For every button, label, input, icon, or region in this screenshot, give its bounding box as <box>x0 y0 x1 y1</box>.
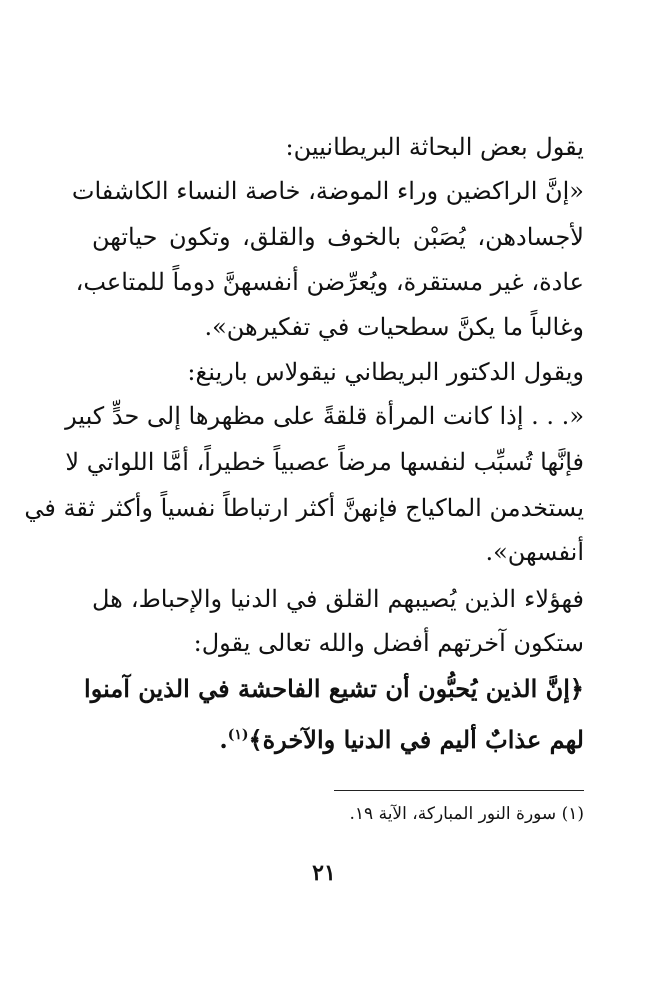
quran-verse-line-1: ﴿إنَّ الذين يُحبُّون أن تشيع الفاحشة في الذين آمنوا <box>84 674 584 703</box>
text-line-6: ويقول الدكتور البريطاني نيقولاس بارينغ: <box>187 358 584 386</box>
text-line-8: فإنَّها تُسبِّب لنفسها مرضاً عصبياً خطيراً، أمَّا اللواتي لا <box>65 448 584 476</box>
footnote: (١) سورة النور المباركة، الآية ١٩. <box>349 804 584 824</box>
text-line-12: ستكون آخرتهم أفضل والله تعالى يقول: <box>193 629 584 657</box>
text-line-11: فهؤلاء الذين يُصيبهم القلق في الدنيا والإحباط، هل <box>92 585 584 613</box>
text-line-10: أنفسهن». <box>485 538 584 566</box>
text-line-3: لأجسادهن، يُصَبْن بالخوف والقلق، وتكون حياتهن <box>92 223 584 251</box>
text-line-1: يقول بعض البحاثة البريطانيين: <box>285 133 584 161</box>
text-line-2: «إنَّ الراكضين وراء الموضة، خاصة النساء الكاشفات <box>71 177 584 205</box>
verse-end-period: . <box>219 725 228 754</box>
text-line-9: يستخدمن الماكياج فإنهنَّ أكثر ارتباطاً نفسياً وأكثر ثقة في <box>24 494 584 522</box>
quran-verse-text: لهم عذابٌ أليم في الدنيا والآخرة﴾ <box>248 725 584 754</box>
text-line-5: وغالباً ما يكنَّ سطحيات في تفكيرهن». <box>204 313 584 341</box>
footnote-reference: (١) <box>227 727 249 743</box>
footnote-divider <box>334 790 584 791</box>
text-line-4: عادة، غير مستقرة، ويُعرِّضن أنفسهنَّ دوماً للمتاعب، <box>75 268 584 296</box>
text-line-7: «. . . إذا كانت المرأة قلقةً على مظهرها إلى حدٍّ كبير <box>65 402 584 430</box>
page-number: ٢١ <box>312 860 336 886</box>
quran-verse-line-2 <box>92 716 584 756</box>
